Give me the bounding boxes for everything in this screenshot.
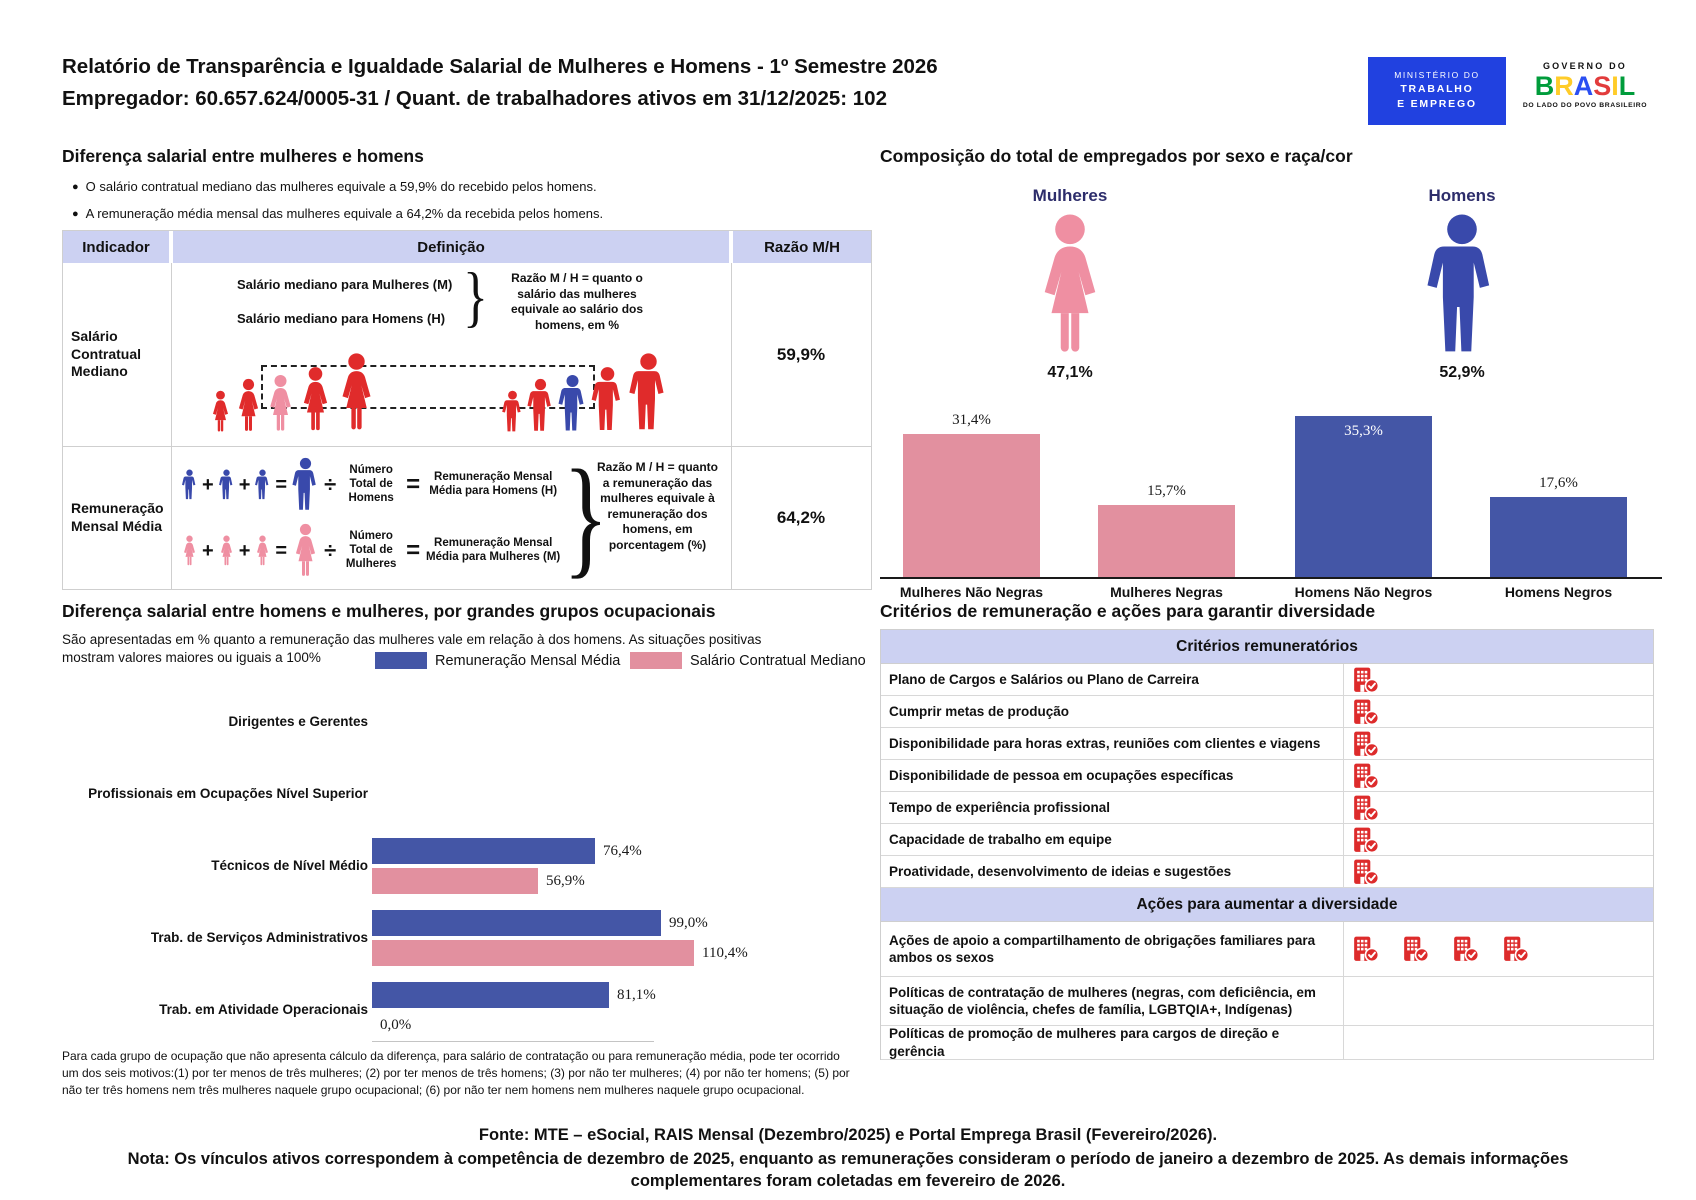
criteria-row	[881, 922, 1653, 977]
criteria-row-icons	[1343, 792, 1653, 823]
criteria-heading: Critérios de remuneração e ações para garantir diversidade	[880, 601, 1376, 621]
salary-indicator-table	[62, 230, 872, 590]
mte-logo	[1368, 57, 1506, 125]
hbar-value-label: 0,0%	[380, 1016, 412, 1033]
hbar-salario	[372, 868, 538, 894]
median-def-women: Salário mediano para Mulheres (M)	[237, 277, 453, 292]
govbr-letter: B	[1534, 71, 1555, 101]
govbr-logo	[1520, 57, 1650, 125]
hbar-remuneracao	[372, 910, 661, 936]
bar-value-label: 15,7%	[1147, 483, 1186, 499]
male-figure-icon	[291, 457, 320, 513]
female-figure-icon	[218, 535, 235, 567]
criteria-row-icons	[1343, 922, 1653, 976]
govbr-letter: I	[1611, 71, 1619, 101]
female-pictogram-icon	[1030, 212, 1110, 360]
company-check-icon	[1502, 935, 1530, 963]
occupational-subtitle: São apresentadas em % quanto a remuneração das mulheres vale em relação à dos homens. As situações positivas mostram valores maiores ou iguais a 100%	[62, 632, 762, 666]
footer-nota: Nota: Os vínculos ativos correspondem à competência de dezembro de 2025, enquanto as remunerações consideram o período de janeiro a dezembro de 2025. As demais informações complementares foram coletadas em fevereiro de 2026.	[127, 1150, 1569, 1190]
legend-salario-label: Salário Contratual Mediano	[690, 652, 866, 669]
composition-male-pct: 52,9%	[1439, 364, 1485, 381]
mte-logo-line3: E EMPREGO	[1397, 98, 1477, 110]
female-figure-icon	[209, 390, 232, 434]
company-check-icon	[1352, 858, 1380, 886]
company-check-icon	[1352, 794, 1380, 822]
mte-logo-line2: TRABALHO	[1400, 83, 1474, 95]
chart-baseline	[880, 577, 1662, 579]
hchart-category-label: Trab. de Serviços Administrativos	[150, 929, 368, 945]
divisor-label: Número Total de Mulheres	[345, 530, 397, 570]
criteria-row	[881, 696, 1653, 728]
criteria-row-label: Plano de Cargos e Salários ou Plano de Carreira	[889, 671, 1199, 687]
hchart-group	[62, 766, 852, 822]
indicator-mean-pay: Remuneração Mensal Média	[71, 500, 164, 534]
company-check-icon	[1352, 762, 1380, 790]
hbar-value-label: 110,4%	[702, 944, 748, 961]
female-figure-icon	[265, 374, 296, 434]
divisor-label: Número Total de Homens	[348, 464, 394, 504]
report-employer-line: Empregador: 60.657.624/0005-31 / Quant. de trabalhadores ativos em 31/12/2025: 102	[62, 87, 887, 110]
hchart-category-label: Dirigentes e Gerentes	[228, 713, 368, 729]
criteria-row-icons	[1343, 728, 1653, 759]
female-figure-icon	[298, 366, 333, 434]
criteria-row-icons	[1343, 824, 1653, 855]
hchart-group	[62, 910, 852, 966]
legend-pink-swatch	[630, 652, 682, 669]
male-figure-icon	[218, 469, 235, 501]
male-pictogram-icon	[1422, 212, 1502, 360]
equals-operator: =	[275, 473, 288, 496]
plus-operator: +	[202, 539, 214, 562]
criteria-row-label: Capacidade de trabalho em equipe	[889, 831, 1112, 847]
criteria-row-label: Disponibilidade para horas extras, reuniões com clientes e viagens	[889, 735, 1321, 751]
definition-median-salary	[171, 260, 731, 446]
criteria-band: Ações para aumentar a diversidade	[881, 888, 1653, 922]
criteria-row-icons	[1343, 760, 1653, 791]
hchart-group	[62, 838, 852, 894]
hbar-value-label: 76,4%	[603, 842, 642, 859]
criteria-row	[881, 664, 1653, 696]
criteria-row-icons	[1343, 696, 1653, 727]
occupational-note: Para cada grupo de ocupação que não apresenta cálculo da diferença, para salário de contratação ou para remuneração média, pode ter ocorrido um dos seis motivos:(1) por ter menos de três mulheres; (2) por ter menos de três homens; (3) por não ter mulheres; (4) por não ter homens; (5) por não ter três homens nem três mulheres naquele grupo ocupacional; (6) por não ter nem homens nem mulheres naquele grupo ocupacional.	[62, 1049, 850, 1098]
male-figure-icon	[501, 390, 524, 434]
result-label: Remuneração Mensal Média para Mulheres (M)	[426, 537, 561, 563]
company-check-icon	[1352, 666, 1380, 694]
bar-category-label: Mulheres Não Negras	[899, 584, 1044, 600]
company-check-icon	[1352, 826, 1380, 854]
bar-0	[903, 434, 1040, 577]
criteria-row	[881, 760, 1653, 792]
hbar-remuneracao	[372, 838, 595, 864]
composition-female-label: Mulheres	[1032, 186, 1108, 205]
male-figure-icon	[526, 378, 555, 434]
report-title: Relatório de Transparência e Igualdade Salarial de Mulheres e Homens - 1º Semestre 2026	[62, 55, 938, 78]
result-label: Remuneração Mensal Média para Homens (H)	[429, 471, 558, 497]
bar-category-label: Homens Não Negros	[1294, 584, 1433, 600]
male-figure-icon	[181, 469, 198, 501]
criteria-row-icons	[1343, 664, 1653, 695]
indicator-median-salary: Salário Contratual Mediano	[71, 328, 141, 380]
footer-fonte: Fonte: MTE – eSocial, RAIS Mensal (Dezembro/2025) e Portal Emprega Brasil (Fevereiro/2026).	[478, 1126, 1218, 1144]
men-pictogram-group	[501, 352, 670, 434]
govbr-logo-top: GOVERNO DO	[1542, 61, 1627, 71]
criteria-row-label: Políticas de contratação de mulheres (negras, com deficiência, em situação de violência, chefes de família, LGBTQIA+, Indígenas)	[889, 984, 1316, 1017]
male-figure-icon	[627, 352, 670, 434]
legend-salario	[630, 652, 866, 669]
hchart-category-label: Trab. em Atividade Operacionais	[159, 1001, 368, 1017]
company-check-icon	[1402, 935, 1430, 963]
salary-gap-heading: Diferença salarial entre mulheres e homens	[62, 146, 424, 166]
legend-remuneracao-label: Remuneração Mensal Média	[435, 652, 621, 669]
govbr-letter: S	[1593, 71, 1612, 101]
bullet-icon: ●	[72, 181, 79, 193]
bar-value-label: 17,6%	[1539, 475, 1578, 491]
criteria-row	[881, 792, 1653, 824]
criteria-row-label: Cumprir metas de produção	[889, 703, 1070, 719]
female-figure-icon	[254, 535, 271, 567]
hchart-category-label: Técnicos de Nível Médio	[211, 857, 368, 873]
equals-operator: =	[406, 471, 421, 498]
criteria-row	[881, 977, 1653, 1026]
hchart-group	[62, 982, 852, 1038]
brace-glyph: }	[463, 260, 488, 335]
equals-operator: =	[275, 539, 288, 562]
bar-category-label: Homens Negros	[1504, 584, 1613, 600]
women-pictogram-group	[209, 352, 378, 434]
brace-glyph: }	[563, 441, 609, 591]
plus-operator: +	[238, 473, 251, 496]
criteria-row-icons	[1343, 856, 1653, 887]
composition-male-label: Homens	[1428, 186, 1496, 205]
hchart-axis-line	[372, 1041, 654, 1042]
bar-2	[1295, 416, 1432, 577]
mean-formula-women	[181, 520, 562, 582]
govbr-logo-tagline: DO LADO DO POVO BRASILEIRO	[1522, 102, 1648, 109]
median-def-men: Salário mediano para Homens (H)	[237, 311, 446, 326]
bar-value-label: 35,3%	[1344, 423, 1383, 439]
mean-ratio-note: Razão M / H = quanto a remuneração das mulheres equivale à remuneração dos homens, em porcentagem (%)	[596, 460, 718, 552]
criteria-row-label: Tempo de experiência profissional	[889, 799, 1111, 815]
ratio-median-value: 59,9%	[776, 344, 826, 364]
hbar-value-label: 56,9%	[546, 872, 585, 889]
legend-blue-swatch	[375, 652, 427, 669]
criteria-row-icons	[1343, 977, 1653, 1025]
occupational-bar-chart	[62, 694, 852, 1042]
composition-heading: Composição do total de empregados por sexo e raça/cor	[880, 146, 1353, 166]
bullet-icon: ●	[72, 208, 79, 220]
criteria-row	[881, 824, 1653, 856]
definition-mean-pay	[171, 441, 731, 591]
composition-female-pct: 47,1%	[1047, 364, 1093, 381]
female-figure-icon	[181, 535, 198, 567]
hbar-value-label: 81,1%	[617, 986, 656, 1003]
company-check-icon	[1452, 935, 1480, 963]
criteria-row-label: Disponibilidade de pessoa em ocupações específicas	[889, 767, 1234, 783]
govbr-letter: A	[1573, 71, 1594, 101]
ratio-mean-value: 64,2%	[776, 507, 826, 527]
govbr-letter: L	[1618, 71, 1636, 101]
hchart-group	[62, 694, 852, 750]
company-check-icon	[1352, 935, 1380, 963]
govbr-letter: R	[1554, 71, 1574, 101]
legend-remuneracao	[375, 652, 620, 669]
bar-1	[1098, 505, 1235, 577]
female-figure-icon	[234, 378, 263, 434]
occupational-heading: Diferença salarial entre homens e mulheres, por grandes grupos ocupacionais	[62, 601, 716, 621]
hchart-category-label: Profissionais em Ocupações Nível Superior	[88, 785, 368, 801]
mte-logo-line1: MINISTÉRIO DO	[1394, 70, 1480, 80]
criteria-row-label: Proatividade, desenvolvimento de ideias e sugestões	[889, 863, 1232, 879]
male-figure-icon	[254, 469, 271, 501]
hbar-salario	[372, 940, 694, 966]
salary-gap-bullet-2: ● A remuneração média mensal das mulheres equivale a 64,2% da recebida pelos homens.	[72, 206, 604, 221]
govbr-logo-name	[1520, 71, 1650, 101]
female-figure-icon	[335, 352, 378, 434]
company-check-icon	[1352, 730, 1380, 758]
divide-operator: ÷	[324, 538, 337, 563]
table-header-definicao: Definição	[173, 231, 729, 263]
bar-category-label: Mulheres Negras	[1110, 584, 1223, 600]
company-check-icon	[1352, 698, 1380, 726]
mean-formula-men	[181, 454, 562, 516]
table-header-indicador: Indicador	[63, 231, 169, 263]
plus-operator: +	[202, 473, 214, 496]
criteria-table	[880, 629, 1654, 1060]
bar-value-label: 31,4%	[952, 412, 991, 428]
male-figure-icon	[557, 374, 588, 434]
equals-operator: =	[406, 537, 421, 564]
hbar-value-label: 99,0%	[669, 914, 708, 931]
table-header-razao: Razão M/H	[733, 231, 871, 263]
criteria-row-label: Ações de apoio a compartilhamento de obrigações familiares para ambos os sexos	[889, 932, 1316, 965]
hbar-remuneracao	[372, 982, 609, 1008]
divide-operator: ÷	[324, 472, 337, 497]
female-figure-icon	[291, 523, 320, 579]
bar-3	[1490, 497, 1627, 577]
criteria-band: Critérios remuneratórios	[881, 630, 1653, 664]
criteria-row	[881, 856, 1653, 888]
criteria-row-icons	[1343, 1026, 1653, 1059]
median-ratio-note: Razão M / H = quanto o salário das mulheres equivale ao salário dos homens, em %	[510, 271, 644, 332]
criteria-row	[881, 728, 1653, 760]
plus-operator: +	[238, 539, 251, 562]
criteria-row	[881, 1026, 1653, 1060]
salary-gap-bullet-1: ● O salário contratual mediano das mulheres equivale a 59,9% do recebido pelos homens.	[72, 179, 597, 194]
criteria-row-label: Políticas de promoção de mulheres para cargos de direção e gerência	[889, 1026, 1280, 1059]
male-figure-icon	[590, 366, 625, 434]
